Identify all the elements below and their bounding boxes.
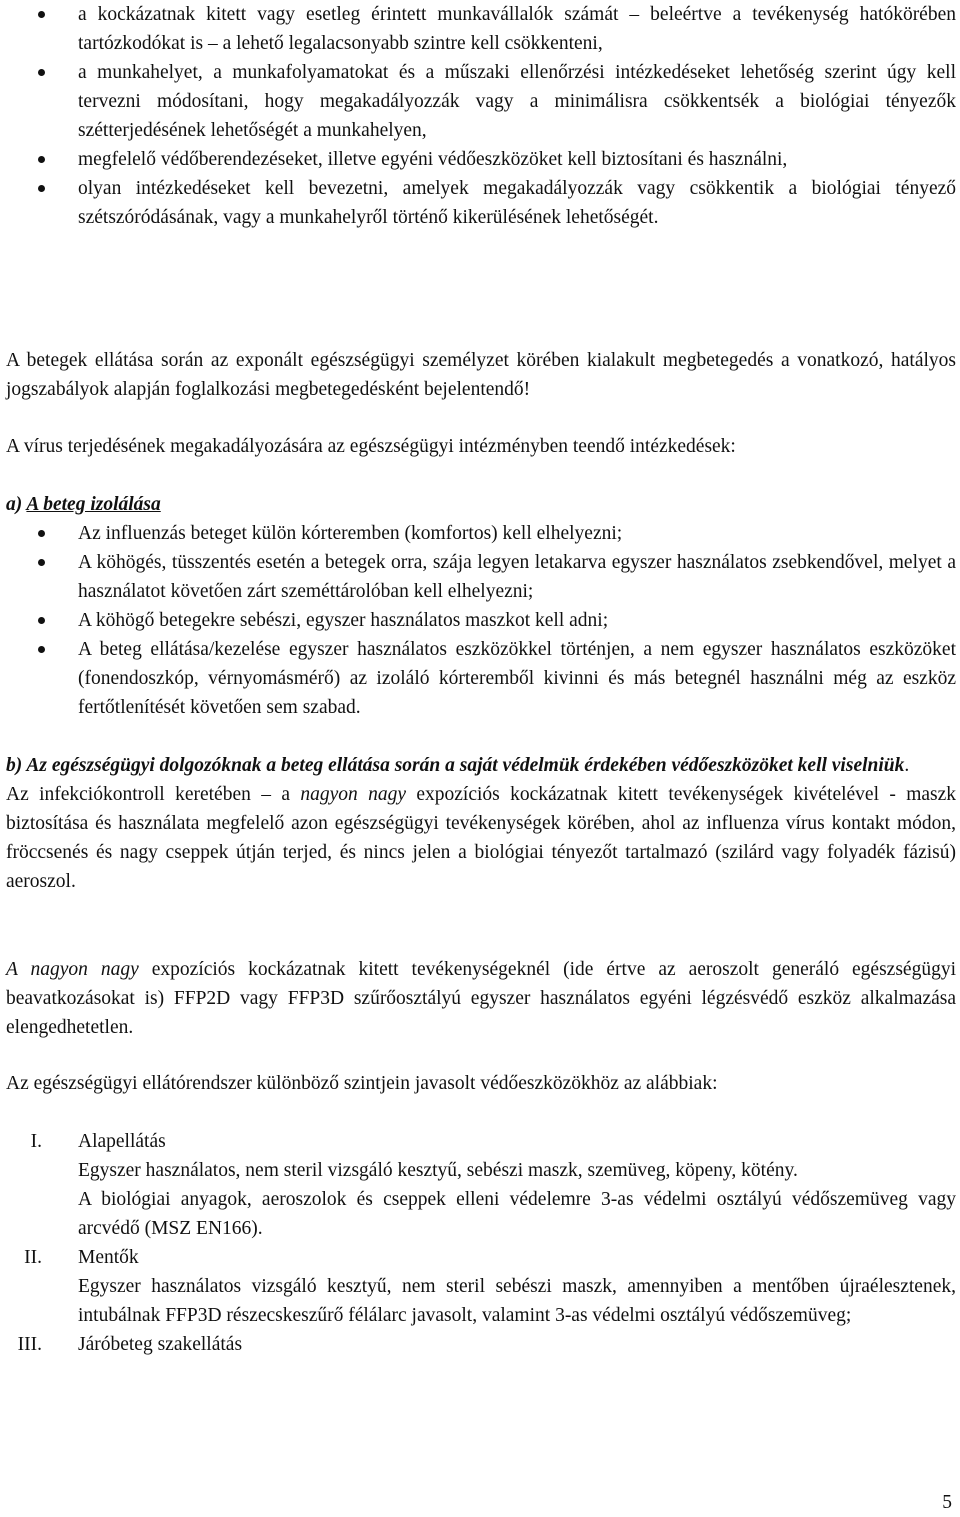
bullet-icon bbox=[38, 530, 45, 537]
care-level-line: A biológiai anyagok, aeroszolok és cseppek elleni védelemre 3-as védelmi osztályú védőszemüveg vagy arcvédő (MSZ EN166). bbox=[78, 1189, 956, 1239]
section-a bbox=[6, 490, 956, 722]
list-item: A köhögés, tüsszentés esetén a betegek orra, szája legyen letakarva egyszer használatos zsebkendővel, melyet a használatot követően zárt szeméttárolóban kell elhelyezni; bbox=[6, 548, 956, 606]
care-level-item bbox=[6, 1127, 956, 1243]
care-level-title: Járóbeteg szakellátás bbox=[78, 1334, 243, 1355]
list-item: a munkahelyet, a munkafolyamatokat és a műszaki ellenőrzési intézkedéseket lehetőség szerint úgy kell tervezni módosítani, hogy megakadályozzák vagy a minimálisra csökkentsék a biológiai tényezők szétterjedésének lehetőségét a munkahelyen, bbox=[6, 58, 956, 145]
page-number: 5 bbox=[942, 1492, 952, 1513]
bullet-icon bbox=[38, 559, 45, 566]
bullet-icon bbox=[38, 156, 45, 163]
roman-numeral: III. bbox=[17, 1334, 42, 1355]
bullet-icon bbox=[38, 646, 45, 653]
section-a-bullet-list bbox=[6, 519, 956, 722]
measures-intro-paragraph: A vírus terjedésének megakadályozására az egészségügyi intézményben teendő intézkedések: bbox=[6, 436, 736, 457]
bullet-icon bbox=[38, 69, 45, 76]
levels-intro-paragraph: Az egészségügyi ellátórendszer különböző szintjein javasolt védőeszközökhöz az alábbiak: bbox=[6, 1073, 718, 1094]
roman-numeral: I. bbox=[30, 1131, 42, 1152]
section-b bbox=[6, 751, 956, 896]
list-item: A köhögő betegekre sebészi, egyszer használatos maszkot kell adni; bbox=[6, 606, 956, 635]
list-item: a kockázatnak kitett vagy esetleg érintett munkavállalók számát – beleértve a tevékenység hatókörében tartózkodókat is – a lehető legalacsonyabb szintre kell csökkenteni, bbox=[6, 0, 956, 58]
care-level-title: Alapellátás bbox=[78, 1131, 166, 1152]
list-item: A beteg ellátása/kezelése egyszer használatos eszközökkel történjen, a nem egyszer használatos eszközöket (fonendoszkóp, vérnyomásmérő) az izoláló kórteremből kivinni és más betegnél használni még az eszköz fertőtlenítését követően sem szabad. bbox=[6, 635, 956, 722]
care-levels-list bbox=[6, 1127, 956, 1359]
high-risk-paragraph: A nagyon nagy expozíciós kockázatnak kitett tevékenységeknél (ide értve az aeroszolt generáló egészségügyi beavatkozásokat is) FFP2D vagy FFP3D szűrőosztályú egyszer használatos egyéni légzésvédő eszköz alkalmazása elengedhetetlen. bbox=[6, 959, 956, 1038]
list-item: megfelelő védőberendezéseket, illetve egyéni védőeszközöket kell biztosítani és használni, bbox=[6, 145, 956, 174]
care-level-line: Egyszer használatos, nem steril vizsgáló kesztyű, sebészi maszk, szemüveg, köpeny, kötény. bbox=[78, 1160, 798, 1181]
section-a-heading: a) A beteg izolálása bbox=[6, 494, 161, 515]
infection-control-paragraph: Az infekciókontroll keretében – a nagyon nagy expozíciós kockázatnak kitett tevékenységek kivételével - maszk biztosítása és használata megfelelő azon egészségügyi tevékenységek körében, ahol az influenza vírus kontakt módon, fröccsenés és nagy cseppek útján terjed, és nincs jelen a biológiai tényezőt tartalmazó (szilárd vagy folyadék fázisú) aeroszol. bbox=[6, 784, 957, 892]
list-item: olyan intézkedéseket kell bevezetni, amelyek megakadályozzák vagy csökkentik a biológiai tényező szétszóródásának, vagy a munkahelyről történő kikerülésének lehetőségét. bbox=[6, 174, 956, 232]
care-level-item bbox=[6, 1243, 956, 1330]
top-bullet-list bbox=[6, 0, 956, 232]
roman-numeral: II. bbox=[24, 1247, 42, 1268]
care-level-item bbox=[6, 1330, 956, 1359]
bullet-icon bbox=[38, 617, 45, 624]
bullet-icon bbox=[38, 185, 45, 192]
reporting-paragraph: A betegek ellátása során az exponált egészségügyi személyzet körében kialakult megbetegedés a vonatkozó, hatályos jogszabályok alapján foglalkozási megbetegedésként bejelentendő! bbox=[6, 350, 956, 400]
list-item: Az influenzás beteget külön kórteremben (komfortos) kell elhelyezni; bbox=[6, 519, 956, 548]
bullet-icon bbox=[38, 11, 45, 18]
care-level-title: Mentők bbox=[78, 1247, 139, 1268]
section-b-heading: b) Az egészségügyi dolgozóknak a beteg ellátása során a saját védelmük érdekében védőeszközöket kell viselniük. bbox=[6, 755, 910, 776]
care-level-line: Egyszer használatos vizsgáló kesztyű, nem steril sebészi maszk, amennyiben a mentőben újraélesztenek, intubálnak FFP3D részecskeszűrő félálarc javasolt, valamint 3-as védelmi osztályú védőszemüveg; bbox=[78, 1276, 956, 1326]
